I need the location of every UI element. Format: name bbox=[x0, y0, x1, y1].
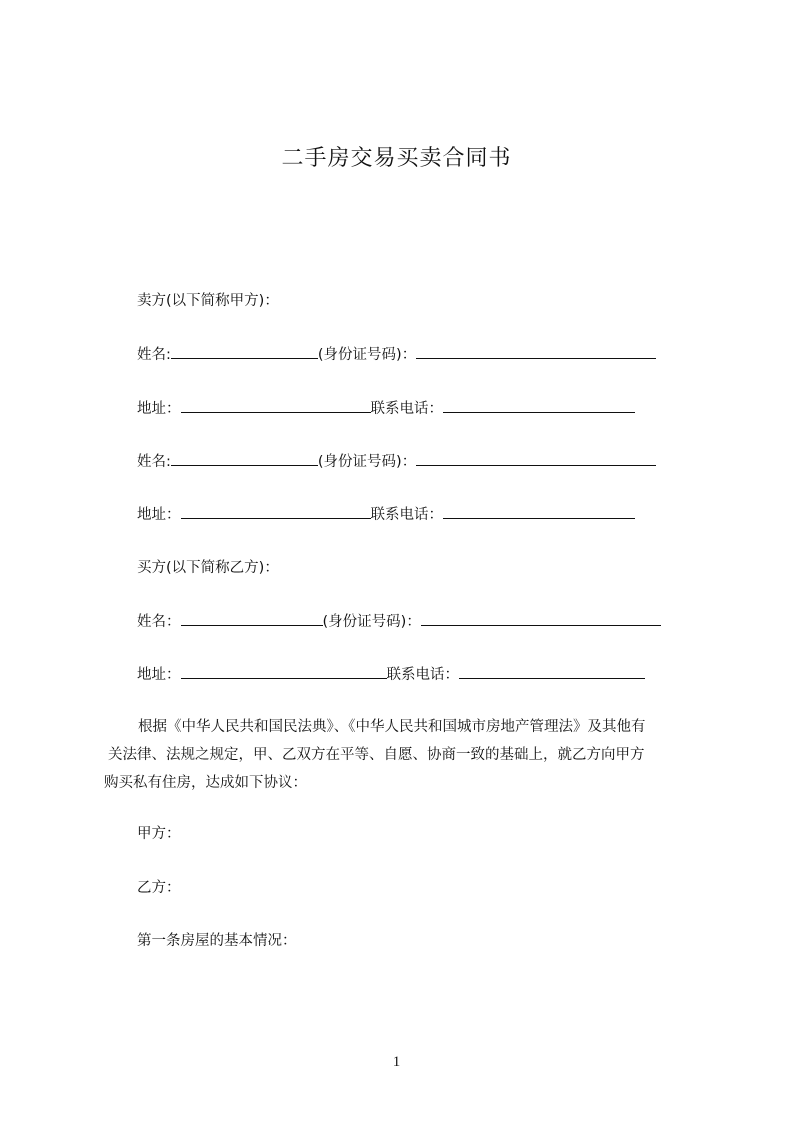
id-number-blank[interactable] bbox=[421, 610, 661, 626]
phone-label: 联系电话： bbox=[370, 507, 443, 523]
address-blank[interactable] bbox=[181, 503, 371, 519]
id-number-blank[interactable] bbox=[416, 343, 656, 359]
seller-2-name-row bbox=[137, 450, 656, 473]
seller-1-name-row bbox=[137, 343, 656, 366]
name-label: 姓名: bbox=[137, 347, 171, 363]
name-blank[interactable] bbox=[171, 450, 318, 466]
address-label: 地址： bbox=[137, 667, 181, 683]
party-a-label: 甲方： bbox=[137, 826, 181, 842]
id-number-blank[interactable] bbox=[416, 450, 656, 466]
buyer-heading: 买方(以下简称乙方)： bbox=[137, 560, 279, 576]
buyer-1-name-row bbox=[137, 610, 661, 633]
preamble-line-2: 关法律、法规之规定，甲、乙双方在平等、自愿、协商一致的基础上，就乙方向甲方 bbox=[108, 747, 645, 763]
name-blank[interactable] bbox=[181, 610, 323, 626]
name-label: 姓名： bbox=[137, 614, 181, 630]
article-1-heading: 第一条房屋的基本情况： bbox=[137, 933, 297, 949]
id-label: (身份证号码)： bbox=[317, 454, 417, 470]
phone-blank[interactable] bbox=[459, 663, 645, 679]
seller-1-address-row bbox=[137, 397, 635, 420]
seller-heading: 卖方(以下简称甲方)： bbox=[137, 293, 279, 309]
page-number: 1 bbox=[392, 1054, 401, 1070]
buyer-1-address-row bbox=[137, 663, 645, 686]
seller-2-address-row bbox=[137, 503, 635, 526]
address-label: 地址： bbox=[137, 401, 181, 417]
id-label: (身份证号码)： bbox=[317, 347, 417, 363]
phone-blank[interactable] bbox=[443, 503, 635, 519]
party-b-label: 乙方： bbox=[137, 880, 181, 896]
document-title: 二手房交易买卖合同书 bbox=[281, 146, 512, 171]
address-label: 地址： bbox=[137, 507, 181, 523]
name-label: 姓名: bbox=[137, 454, 171, 470]
phone-blank[interactable] bbox=[443, 397, 635, 413]
id-label: (身份证号码)： bbox=[322, 614, 421, 630]
preamble-paragraph bbox=[104, 713, 704, 797]
name-blank[interactable] bbox=[171, 343, 318, 359]
preamble-line-3: 购买私有住房，达成如下协议： bbox=[104, 775, 307, 791]
address-blank[interactable] bbox=[181, 663, 387, 679]
phone-label: 联系电话： bbox=[386, 667, 459, 683]
preamble-line-1: 根据《中华人民共和国民法典》、《中华人民共和国城市房地产管理法》及其他有 bbox=[138, 719, 646, 735]
phone-label: 联系电话： bbox=[370, 401, 443, 417]
address-blank[interactable] bbox=[181, 397, 371, 413]
